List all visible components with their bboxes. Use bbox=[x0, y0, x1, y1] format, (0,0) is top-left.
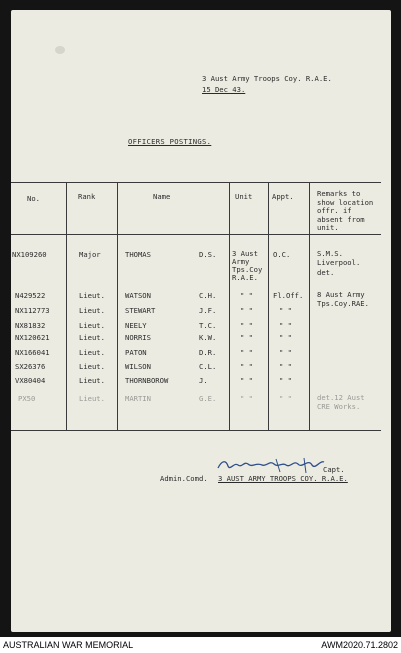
col-header-remarks: Remarks to show location offr. if absent from unit. bbox=[317, 189, 374, 232]
archive-footer bbox=[0, 637, 401, 653]
cell-initials: T.C. bbox=[199, 321, 217, 330]
cell-no: VX80404 bbox=[15, 376, 46, 385]
cell-unit: " " bbox=[240, 362, 253, 371]
handwritten-signature bbox=[216, 456, 328, 476]
document-date: 15 Dec 43. bbox=[202, 85, 246, 94]
cell-remarks: det.12 Aust CRE Works. bbox=[317, 393, 365, 411]
cell-surname: STEWART bbox=[125, 306, 156, 315]
col-header-no: No. bbox=[27, 194, 40, 203]
document-page bbox=[11, 10, 391, 632]
cell-rank: Lieut. bbox=[79, 394, 105, 403]
cell-initials: D.S. bbox=[199, 250, 217, 259]
table-col-divider bbox=[268, 182, 269, 430]
cell-initials: C.L. bbox=[199, 362, 217, 371]
cell-initials: J.F. bbox=[199, 306, 217, 315]
cell-initials: C.H. bbox=[199, 291, 217, 300]
cell-appt: " " bbox=[279, 333, 292, 342]
cell-no: NX120621 bbox=[15, 333, 50, 342]
cell-initials: D.R. bbox=[199, 348, 217, 357]
cell-remarks: 8 Aust Army Tps.Coy.RAE. bbox=[317, 290, 369, 308]
table-col-divider bbox=[117, 182, 118, 430]
cell-rank: Major bbox=[79, 250, 101, 259]
table-col-divider bbox=[229, 182, 230, 430]
paper-punch-mark bbox=[55, 46, 65, 54]
cell-surname: NEELY bbox=[125, 321, 147, 330]
col-header-appt: Appt. bbox=[272, 192, 294, 201]
table-col-divider bbox=[309, 182, 310, 430]
cell-appt: Fl.Off. bbox=[273, 291, 304, 300]
cell-unit: " " bbox=[240, 394, 253, 403]
cell-rank: Lieut. bbox=[79, 333, 105, 342]
cell-appt: O.C. bbox=[273, 250, 291, 259]
cell-unit: " " bbox=[240, 291, 253, 300]
cell-unit: " " bbox=[240, 321, 253, 330]
cell-no: SX26376 bbox=[15, 362, 46, 371]
table-col-divider bbox=[66, 182, 67, 430]
col-header-name: Name bbox=[153, 192, 171, 201]
cell-rank: Lieut. bbox=[79, 362, 105, 371]
cell-no: N429522 bbox=[15, 291, 46, 300]
cell-rank: Lieut. bbox=[79, 306, 105, 315]
signatory-rank: Capt. bbox=[323, 465, 345, 474]
remarks-detached-note: det. bbox=[317, 268, 335, 277]
unit-heading: 3 Aust Army Troops Coy. R.A.E. bbox=[202, 74, 332, 83]
cell-initials: J. bbox=[199, 376, 208, 385]
cell-no: NX81832 bbox=[15, 321, 46, 330]
cell-unit: " " bbox=[240, 306, 253, 315]
cell-surname: THOMAS bbox=[125, 250, 151, 259]
cell-appt: " " bbox=[279, 321, 292, 330]
cell-surname: MARTIN bbox=[125, 394, 151, 403]
cell-rank: Lieut. bbox=[79, 321, 105, 330]
cell-no: PX50 bbox=[18, 394, 36, 403]
cell-initials: G.E. bbox=[199, 394, 217, 403]
cell-appt: " " bbox=[279, 376, 292, 385]
cell-no: NX109260 bbox=[12, 250, 47, 259]
col-header-unit: Unit bbox=[235, 192, 253, 201]
signatory-role: Admin.Comd. bbox=[160, 474, 208, 483]
footer-archive-name: AUSTRALIAN WAR MEMORIAL bbox=[3, 640, 134, 650]
cell-unit: " " bbox=[240, 333, 253, 342]
cell-no: NX166041 bbox=[15, 348, 50, 357]
cell-initials: K.W. bbox=[199, 333, 217, 342]
cell-rank: Lieut. bbox=[79, 348, 105, 357]
cell-rank: Lieut. bbox=[79, 376, 105, 385]
cell-surname: PATON bbox=[125, 348, 147, 357]
cell-unit: 3 Aust Army Tps.Coy R.A.E. bbox=[232, 249, 263, 282]
footer-record-id: AWM2020.71.2802 bbox=[321, 640, 398, 650]
cell-no: NX112773 bbox=[15, 306, 50, 315]
signatory-unit: 3 AUST ARMY TROOPS COY. R.A.E. bbox=[218, 474, 348, 483]
cell-appt: " " bbox=[279, 348, 292, 357]
cell-surname: WATSON bbox=[125, 291, 151, 300]
cell-unit: " " bbox=[240, 376, 253, 385]
cell-appt: " " bbox=[279, 394, 292, 403]
page-title: OFFICERS POSTINGS. bbox=[128, 137, 212, 146]
cell-remarks: S.M.S. Liverpool. bbox=[317, 249, 361, 267]
cell-appt: " " bbox=[279, 306, 292, 315]
cell-surname: NORRIS bbox=[125, 333, 151, 342]
table-bottom-rule bbox=[11, 430, 381, 431]
col-header-rank: Rank bbox=[78, 192, 96, 201]
cell-surname: WILSON bbox=[125, 362, 151, 371]
cell-unit: " " bbox=[240, 348, 253, 357]
cell-surname: THORNBOROW bbox=[125, 376, 169, 385]
cell-rank: Lieut. bbox=[79, 291, 105, 300]
cell-appt: " " bbox=[279, 362, 292, 371]
